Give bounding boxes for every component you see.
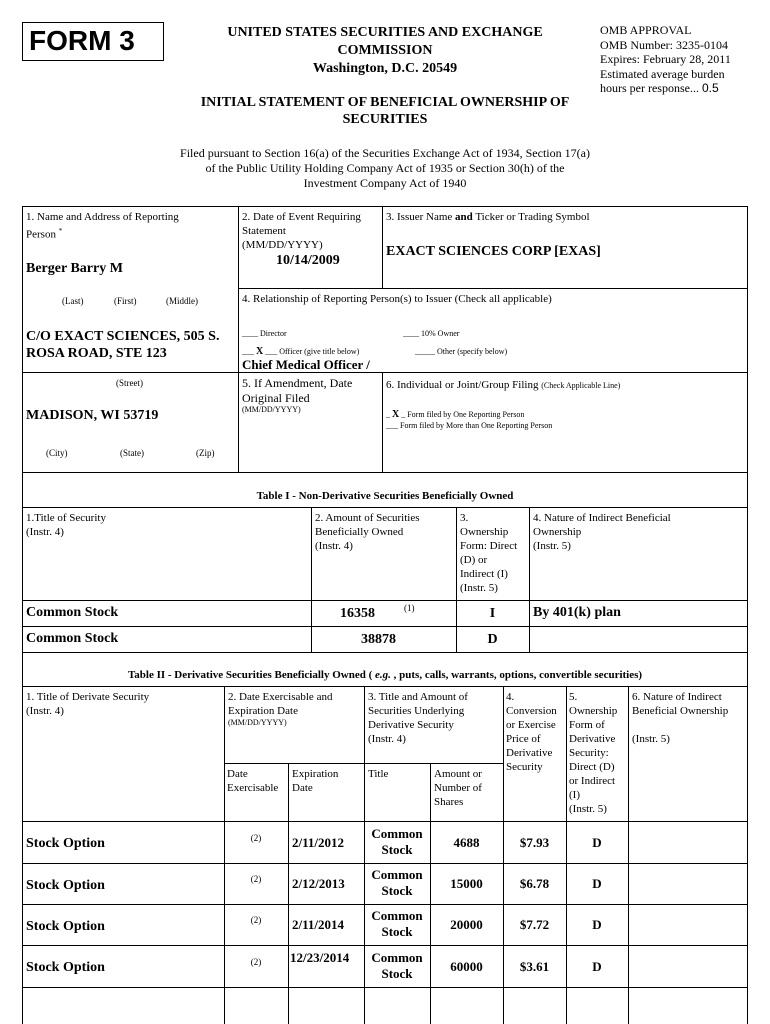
rule [22, 372, 748, 373]
filed-line-1: Filed pursuant to Section 16(a) of the Securities Exchange Act of 1934, Section 17(a) [180, 146, 590, 160]
officer-pre: ___ [242, 347, 256, 356]
t1-col1-header-line: (Instr. 4) [26, 526, 64, 538]
asterisk: * [58, 227, 63, 235]
t2-row-title: Stock Option [26, 960, 105, 975]
agency-name [195, 24, 575, 78]
t2-col2-header [228, 690, 332, 728]
t2-row-price: $6.78 [519, 876, 550, 891]
t2-row-underlying-title [364, 867, 430, 899]
t2-sub-line: Date [227, 768, 248, 780]
t2-title-post: , puts, calls, warrants, options, convertible securities) [390, 669, 643, 681]
box2-label [242, 210, 382, 252]
middle-label: (Middle) [166, 296, 198, 306]
rule [22, 600, 748, 601]
state-label: (State) [120, 448, 144, 458]
rule [382, 372, 383, 472]
t2-row-expiration: 2/11/2012 [292, 835, 345, 850]
t2-col4-header-line: Conversion [506, 705, 557, 717]
filing-one-person [386, 410, 524, 420]
street-line-2: ROSA ROAD, STE 123 [26, 346, 167, 361]
filing-line1-post: _ Form filed by One Reporting Person [399, 410, 525, 419]
box5-label [242, 376, 382, 415]
t2-row-exercisable: (2) [250, 833, 262, 843]
city-label: (City) [46, 448, 68, 458]
t2-row-price: $7.72 [519, 917, 550, 932]
officer-post: ___ Officer (give title below) [263, 347, 360, 356]
t1-col1-header [26, 511, 106, 539]
t2-row-title: Stock Option [26, 919, 105, 934]
t1-col4-header-line: (Instr. 5) [533, 540, 571, 552]
street-label: (Street) [116, 378, 143, 388]
filing-check: X [392, 409, 400, 420]
t2-sub-date-exercisable [227, 767, 278, 795]
rule [288, 763, 289, 1024]
t2-underlying-line: Common [371, 867, 423, 882]
last-label: (Last) [62, 296, 84, 306]
t2-col5-header [569, 690, 617, 816]
t2-col5-header-line: Ownership [569, 705, 618, 717]
t1-row1-title: Common Stock [26, 605, 119, 620]
box2-label-line-3: (MM/DD/YYYY) [242, 239, 323, 251]
t2-col2-header-line: 2. Date Exercisable and [228, 691, 333, 703]
filed-line-3: Investment Company Act of 1940 [303, 176, 467, 190]
rule [22, 863, 748, 864]
table1-title: Table I - Non-Derivative Securities Beneficially Owned [256, 490, 514, 502]
t1-col3-header [460, 511, 517, 595]
t2-col5-header-line: Derivative [569, 733, 616, 745]
box1-label [26, 210, 236, 242]
t2-title-pre: Table II - Derivative Securities Beneficially Owned ( [127, 669, 376, 681]
box6-label-small: (Check Applicable Line) [541, 381, 621, 390]
t1-row1-nature: By 401(k) plan [533, 605, 621, 620]
box5-label-line-1: 5. If Amendment, Date [242, 376, 353, 390]
rule [311, 507, 312, 652]
box1-person-label: Person [26, 228, 56, 241]
filed-pursuant [120, 146, 650, 191]
t2-row-expiration: 2/11/2014 [292, 917, 345, 932]
t2-row-exercisable: (2) [250, 915, 262, 925]
t1-row2-title: Common Stock [26, 631, 119, 646]
first-label: (First) [114, 296, 137, 306]
t2-row-amount: 20000 [450, 917, 483, 932]
t1-col2-header-line: Beneficially Owned [315, 526, 404, 538]
ten-percent-owner-option: ____ 10% Owner [403, 329, 460, 338]
rule [22, 626, 748, 627]
rule [22, 472, 748, 473]
agency-line-2: COMMISSION [337, 43, 433, 58]
t2-row-amount: 60000 [450, 959, 483, 974]
t2-col5-header-line: 5. [569, 691, 578, 703]
street-line-1: C/O EXACT SCIENCES, 505 S. [26, 329, 220, 344]
t2-sub-line: Amount or [434, 768, 482, 780]
t1-row2-form: D [487, 632, 498, 647]
t2-row-underlying-title [364, 950, 430, 982]
t2-col1-header-line: 1. Title of Derivate Security [26, 691, 150, 703]
t2-underlying-line: Stock [381, 842, 413, 857]
t2-row-expiration: 12/23/2014 [290, 950, 350, 965]
t2-row-underlying-title [364, 826, 430, 858]
rule [382, 206, 383, 288]
t1-row1-form: I [489, 606, 496, 621]
t2-row-price: $3.61 [519, 959, 550, 974]
box1-label-line-2 [26, 224, 236, 242]
t2-underlying-line: Common [371, 950, 423, 965]
t2-col5-header-line: (Instr. 5) [569, 803, 607, 815]
t1-col3-header-line: Ownership [460, 526, 509, 538]
t2-sub-line: Number of [434, 782, 482, 794]
officer-option [242, 347, 359, 357]
t1-col4-header [533, 511, 671, 553]
rule [238, 288, 748, 289]
rule [22, 987, 748, 988]
t1-col3-header-line: Form: Direct [460, 540, 518, 552]
t2-col3-header-line: (Instr. 4) [368, 733, 406, 745]
t2-col6-header-line: (Instr. 5) [632, 733, 670, 745]
t2-col6-header-line: 6. Nature of Indirect [632, 691, 722, 703]
director-option: ____ Director [242, 329, 287, 338]
box6-label [386, 378, 746, 393]
omb-hours-label: hours per response... [600, 81, 699, 95]
t2-col3-header-line: Securities Underlying [368, 705, 465, 717]
box3-label [386, 210, 746, 224]
t1-col2-header-line: 2. Amount of Securities [315, 512, 420, 524]
t2-row-exercisable: (2) [250, 957, 262, 967]
t2-col4-header-line: Security [506, 761, 543, 773]
t2-row-expiration: 2/12/2013 [292, 876, 345, 891]
t2-sub-amount [434, 767, 482, 809]
t2-col5-header-line: Security: [569, 747, 609, 759]
t2-col4-header-line: Price of [506, 733, 541, 745]
t2-col2-header-small: (MM/DD/YYYY) [228, 718, 287, 727]
t1-col2-header-line: (Instr. 4) [315, 540, 353, 552]
box2-label-line-2: Statement [242, 225, 286, 237]
box6-label-pre: 6. Individual or Joint/Group Filing [386, 379, 542, 391]
officer-check: X [256, 346, 264, 357]
omb-line-3: Expires: February 28, 2011 [600, 52, 731, 66]
t1-row2-amount: 38878 [361, 632, 396, 647]
rule [22, 945, 748, 946]
t2-col6-header-line: Beneficial Ownership [632, 705, 729, 717]
omb-line-2: OMB Number: 3235-0104 [600, 37, 728, 52]
agency-line-1: UNITED STATES SECURITIES AND EXCHANGE [227, 25, 543, 40]
t1-col3-header-line: (Instr. 5) [460, 582, 498, 594]
t2-sub-line: Exercisable [227, 782, 279, 794]
rule [22, 206, 748, 207]
t2-row-price: $7.93 [519, 835, 550, 850]
box3-label-pre: 3. Issuer Name [386, 211, 456, 223]
t2-title-eg: e.g. [375, 669, 391, 681]
omb-line-5 [600, 81, 768, 96]
t2-col3-header-line: 3. Title and Amount of [368, 691, 468, 703]
t1-col1-header-line: 1.Title of Security [26, 512, 106, 524]
t1-col4-header-line: 4. Nature of Indirect Beneficial [533, 512, 671, 524]
t2-col3-header-line: Derivative Security [368, 719, 454, 731]
t2-sub-title: Title [368, 768, 389, 780]
omb-line-4: Estimated average burden [600, 66, 725, 81]
box3-label-and: and [455, 211, 473, 223]
box5-label-line-3: (MM/DD/YYYY) [242, 405, 301, 414]
t1-col3-header-line: Indirect (I) [460, 568, 508, 580]
t2-col5-header-line: or Indirect [569, 775, 616, 787]
t2-col1-header-line: (Instr. 4) [26, 705, 64, 717]
omb-line-1: OMB APPROVAL [600, 23, 692, 37]
agency-line-3: Washington, D.C. 20549 [312, 61, 458, 76]
box2-label-line-1: 2. Date of Event Requiring [242, 211, 361, 223]
issuer-name: EXACT SCIENCES CORP [EXAS] [386, 244, 601, 259]
rule [22, 507, 748, 508]
t2-col6-header-line [632, 718, 746, 732]
form-title-line-2: SECURITIES [342, 112, 428, 127]
t1-col4-header-line: Ownership [533, 526, 582, 538]
t1-row1-footnote: (1) [404, 603, 415, 613]
t2-row-amount: 4688 [453, 835, 480, 850]
zip-label: (Zip) [196, 448, 215, 458]
t2-col5-header-line: (I) [569, 789, 580, 801]
t2-underlying-line: Common [371, 826, 423, 841]
rule [628, 686, 629, 1024]
box1-label-line-1: 1. Name and Address of Reporting [26, 211, 179, 223]
t2-col1-header [26, 690, 149, 718]
t2-col5-header-line: Form of [569, 719, 605, 731]
form-label-box [22, 22, 164, 61]
t2-col6-header [632, 690, 746, 746]
t2-row-form: D [592, 835, 602, 850]
box5-label-line-2: Original Filed [242, 390, 310, 405]
city-state-zip: MADISON, WI 53719 [26, 408, 159, 423]
t1-row1-amount: 16358 [340, 606, 375, 621]
t2-col3-header [368, 690, 468, 746]
t2-underlying-line: Stock [381, 883, 413, 898]
t2-row-amount: 15000 [450, 876, 483, 891]
form-title-line-1: INITIAL STATEMENT OF BENEFICIAL OWNERSHIP OF [200, 95, 570, 110]
t2-underlying-line: Common [371, 908, 423, 923]
t2-row-underlying-title [364, 908, 430, 940]
reporting-person-name: Berger Barry M [26, 261, 123, 276]
other-option: _____ Other (specify below) [415, 347, 508, 356]
rule [22, 686, 748, 687]
officer-title: Chief Medical Officer / [242, 357, 370, 372]
filing-more-persons: ___ Form filed by More than One Reporting Person [386, 421, 553, 430]
t2-col4-header-line: 4. [506, 691, 515, 703]
rule [430, 763, 431, 1024]
t2-col4-header [506, 690, 557, 774]
table2-title [22, 668, 748, 682]
omb-approval [600, 23, 768, 96]
rule [529, 507, 530, 652]
t2-col4-header-line: Derivative [506, 747, 553, 759]
t2-row-form: D [592, 917, 602, 932]
form-title [170, 94, 600, 128]
t2-sub-line: Expiration [292, 768, 339, 780]
filed-line-2: of the Public Utility Holding Company Act of 1935 or Section 30(h) of the [205, 161, 565, 175]
rule [22, 821, 748, 822]
t2-underlying-line: Stock [381, 966, 413, 981]
t2-col4-header-line: or Exercise [506, 719, 556, 731]
t2-underlying-line: Stock [381, 924, 413, 939]
box3-label-post: Ticker or Trading Symbol [472, 211, 590, 223]
t2-col5-header-line: Direct (D) [569, 761, 615, 773]
t2-sub-line: Shares [434, 796, 464, 808]
box4-label: 4. Relationship of Reporting Person(s) to Issuer (Check all applicable) [242, 293, 552, 305]
rule [22, 904, 748, 905]
omb-hours-value: 0.5 [701, 81, 719, 95]
rule [22, 652, 748, 653]
rule [238, 206, 239, 472]
t1-col2-header [315, 511, 420, 553]
t1-col3-header-line: 3. [460, 512, 469, 524]
t2-row-form: D [592, 959, 602, 974]
t2-row-title: Stock Option [26, 878, 105, 893]
t2-row-form: D [592, 876, 602, 891]
form-label: FORM 3 [29, 25, 135, 56]
t2-row-exercisable: (2) [250, 874, 262, 884]
t1-col3-header-line: (D) or [460, 554, 488, 566]
t2-sub-line: Date [292, 782, 313, 794]
t2-col2-header-line: Expiration Date [228, 705, 298, 717]
t2-row-title: Stock Option [26, 836, 105, 851]
t2-sub-expiration [292, 767, 338, 795]
rule [224, 686, 225, 1024]
rule [747, 206, 748, 1024]
rule [22, 206, 23, 1024]
street-address [26, 328, 219, 362]
event-date: 10/14/2009 [276, 253, 340, 268]
filing-line1-pre: _ [386, 410, 392, 419]
